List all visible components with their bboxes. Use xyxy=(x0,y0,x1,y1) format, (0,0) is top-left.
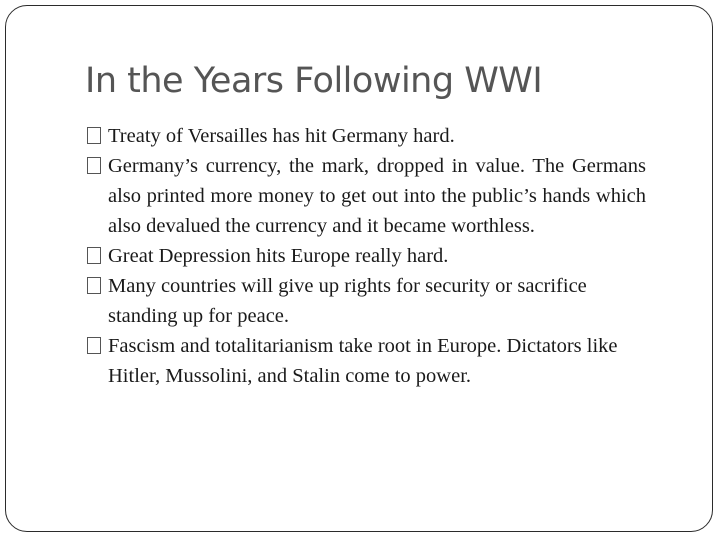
bullet-text: Fascism and totalitarianism take root in Europe. Dictators like Hitler, Mussolini, and Stalin come to power. xyxy=(108,335,618,387)
bullet-item xyxy=(86,271,646,331)
bullet-text: Many countries will give up rights for security or sacrifice standing up for peace. xyxy=(108,275,587,327)
bullet-item xyxy=(86,151,646,241)
square-bullet-icon xyxy=(87,157,101,174)
bullet-text: Treaty of Versailles has hit Germany hard. xyxy=(108,125,455,147)
bullet-text: Germany’s currency, the mark, dropped in value. The Germans also printed more money to get out into the public’s hands which also devalued the currency and it became worthless. xyxy=(108,155,646,237)
slide-title: In the Years Following WWI xyxy=(85,61,543,101)
square-bullet-icon xyxy=(87,247,101,264)
bullet-item xyxy=(86,331,646,391)
square-bullet-icon xyxy=(87,277,101,294)
slide-frame xyxy=(5,5,713,532)
bullet-item xyxy=(86,121,646,151)
square-bullet-icon xyxy=(87,337,101,354)
bullet-list xyxy=(86,121,646,391)
square-bullet-icon xyxy=(87,127,101,144)
bullet-text: Great Depression hits Europe really hard. xyxy=(108,245,449,267)
bullet-item xyxy=(86,241,646,271)
